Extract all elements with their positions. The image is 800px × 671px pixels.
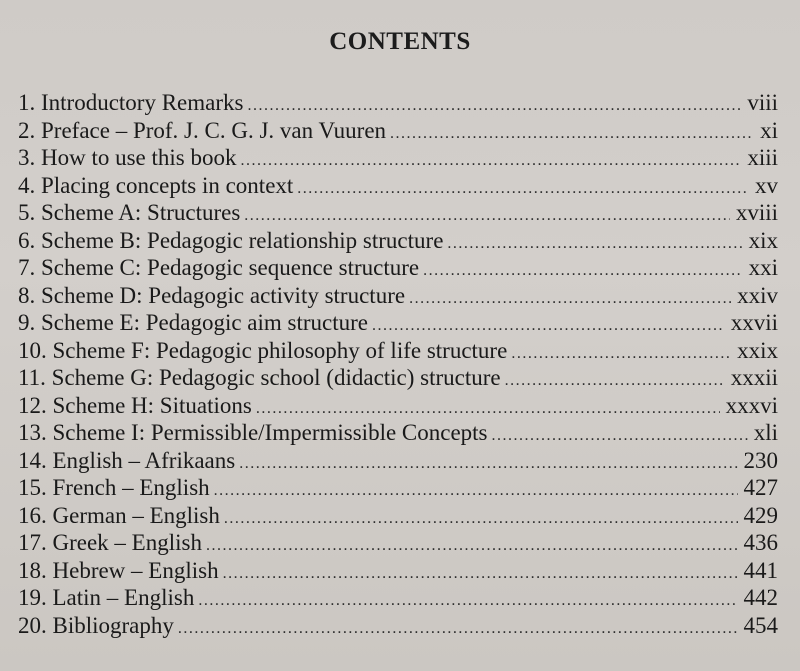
toc-entry-title: 6. Scheme B: Pedagogic relationship structure: [18, 227, 444, 253]
toc-entry-title: 10. Scheme F: Pedagogic philosophy of life structure: [18, 337, 508, 363]
toc-entry: [18, 502, 778, 530]
toc-entry-title: 15. French – English: [18, 475, 210, 500]
toc-entry-title: 20. Bibliography: [18, 612, 174, 638]
toc-entry-page: xix: [748, 227, 778, 253]
dot-leader: [511, 340, 731, 368]
dot-leader: [390, 120, 752, 148]
toc-entry: [18, 364, 778, 392]
table-of-contents: [18, 89, 778, 639]
toc-entry-title: 4. Placing concepts in context: [18, 172, 294, 198]
toc-entry-title: 14. English – Afrikaans: [18, 447, 236, 473]
toc-entry: [18, 309, 778, 337]
toc-entry: [18, 254, 778, 282]
toc-entry-page: xxxii: [730, 365, 778, 390]
dot-leader: [198, 587, 737, 615]
toc-entry: [18, 584, 778, 612]
toc-entry: [18, 172, 778, 200]
toc-entry-page: 427: [743, 475, 778, 500]
toc-entry-title: 13. Scheme I: Permissible/Impermissible Concepts: [18, 420, 488, 445]
page-title: CONTENTS: [329, 28, 471, 55]
toc-entry-page: 441: [743, 557, 778, 583]
toc-entry-page: xxi: [748, 255, 778, 280]
dot-leader: [178, 615, 738, 643]
dot-leader: [492, 422, 748, 450]
toc-entry: [18, 282, 778, 310]
toc-entry-page: 442: [743, 585, 778, 610]
toc-entry-page: xviii: [735, 200, 778, 225]
toc-entry-title: 16. German – English: [18, 502, 220, 528]
toc-entry-title: 17. Greek – English: [18, 530, 202, 555]
toc-entry-page: 230: [743, 447, 778, 473]
toc-entry-page: xi: [760, 117, 778, 143]
toc-entry-title: 18. Hebrew – English: [18, 557, 219, 583]
toc-entry-title: 3. How to use this book: [18, 145, 237, 170]
dot-leader: [214, 477, 738, 505]
toc-entry-page: 429: [743, 502, 778, 528]
toc-entry-page: xxvii: [730, 310, 778, 335]
toc-entry-title: 1. Introductory Remarks: [18, 90, 244, 115]
toc-entry-title: 12. Scheme H: Situations: [18, 392, 252, 418]
toc-entry: [18, 337, 778, 365]
toc-entry: [18, 557, 778, 585]
dot-leader: [206, 532, 738, 560]
toc-entry-page: xv: [755, 172, 778, 198]
toc-entry: [18, 89, 778, 117]
dot-leader: [239, 450, 737, 478]
dot-leader: [241, 147, 742, 175]
toc-entry-page: xxxvi: [725, 392, 778, 418]
dot-leader: [409, 285, 731, 313]
dot-leader: [247, 92, 741, 120]
toc-entry-title: 8. Scheme D: Pedagogic activity structure: [18, 282, 406, 308]
toc-entry-page: xxix: [737, 337, 778, 363]
toc-entry: [18, 227, 778, 255]
toc-entry-page: 454: [743, 612, 778, 638]
dot-leader: [423, 257, 743, 285]
toc-entry: [18, 529, 778, 557]
dot-leader: [372, 312, 725, 340]
toc-entry: [18, 144, 778, 172]
toc-entry: [18, 117, 778, 145]
toc-entry-page: 436: [743, 530, 778, 555]
dot-leader: [256, 395, 720, 423]
toc-entry: [18, 447, 778, 475]
toc-entry: [18, 199, 778, 227]
toc-entry: [18, 612, 778, 640]
toc-entry-title: 7. Scheme C: Pedagogic sequence structure: [18, 255, 420, 280]
dot-leader: [244, 202, 730, 230]
toc-entry: [18, 474, 778, 502]
toc-entry-title: 11. Scheme G: Pedagogic school (didactic) structure: [18, 365, 501, 390]
dot-leader: [223, 560, 738, 588]
toc-entry-title: 19. Latin – English: [18, 585, 195, 610]
dot-leader: [505, 367, 725, 395]
toc-entry-page: xli: [753, 420, 778, 445]
dot-leader: [447, 230, 742, 258]
toc-entry-title: 2. Preface – Prof. J. C. G. J. van Vuuren: [18, 117, 387, 143]
toc-entry: [18, 392, 778, 420]
toc-entry-title: 5. Scheme A: Structures: [18, 200, 241, 225]
toc-entry-page: viii: [747, 90, 778, 115]
toc-entry-title: 9. Scheme E: Pedagogic aim structure: [18, 310, 369, 335]
dot-leader: [297, 175, 749, 203]
toc-entry: [18, 419, 778, 447]
dot-leader: [224, 505, 738, 533]
toc-entry-page: xiii: [747, 145, 778, 170]
toc-entry-page: xxiv: [737, 282, 778, 308]
